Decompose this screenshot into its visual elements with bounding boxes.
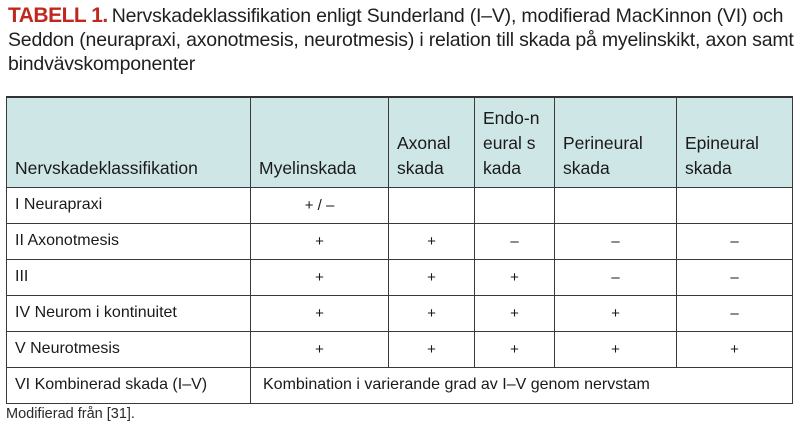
row-label: VI Kombinerad skada (I–V) — [7, 367, 251, 403]
cell-myelin: + — [251, 223, 389, 259]
cell-perineural: – — [555, 223, 677, 259]
row-label: V Neurotmesis — [7, 331, 251, 367]
cell-perineural: – — [555, 259, 677, 295]
table-footnote: Modifierad från [31]. — [6, 406, 135, 422]
header-epineural-text: Epineural skada — [685, 132, 759, 178]
cell-epineural: – — [677, 295, 793, 331]
cell-axonal: + — [389, 259, 475, 295]
row-label: IV Neurom i kontinuitet — [7, 295, 251, 331]
cell-perineural — [555, 187, 677, 223]
row-label: II Axonotmesis — [7, 223, 251, 259]
merged-description-cell: Kombination i varierande grad av I–V genom nervstam — [251, 367, 793, 403]
cell-epineural — [677, 187, 793, 223]
header-axonal — [389, 97, 475, 187]
cell-epineural: + — [677, 331, 793, 367]
table-row — [7, 187, 793, 223]
header-perineural-text: Perineural skada — [563, 132, 643, 178]
cell-endoneural — [475, 187, 555, 223]
nerve-injury-classification-table — [6, 96, 793, 404]
cell-perineural: + — [555, 331, 677, 367]
cell-epineural: – — [677, 223, 793, 259]
cell-endoneural: + — [475, 295, 555, 331]
table-header-row — [7, 97, 793, 187]
cell-myelin: + — [251, 331, 389, 367]
table-row — [7, 259, 793, 295]
cell-axonal — [389, 187, 475, 223]
cell-axonal: + — [389, 295, 475, 331]
table-row — [7, 223, 793, 259]
header-classification: Nervskadeklassifikation — [7, 97, 251, 187]
classification-table-wrapper — [6, 96, 792, 403]
cell-epineural: – — [677, 259, 793, 295]
cell-endoneural: – — [475, 223, 555, 259]
cell-perineural: + — [555, 295, 677, 331]
table-row-combined — [7, 367, 793, 403]
caption-label: TABELL 1. — [8, 4, 108, 27]
row-label: III — [7, 259, 251, 295]
cell-axonal: + — [389, 331, 475, 367]
cell-myelin: + / – — [251, 187, 389, 223]
cell-endoneural: + — [475, 331, 555, 367]
cell-endoneural: + — [475, 259, 555, 295]
header-myelin: Myelinskada — [251, 97, 389, 187]
cell-axonal: + — [389, 223, 475, 259]
caption-text: Nervskadeklassifikation enligt Sunderland (I–V), modifierad MacKinnon (VI) och Seddon (neurapraxi, axonotmesis, neurotmesis) i relation till skada på myelinskikt, axon samt bindvävskomponenter — [8, 5, 794, 75]
header-endoneural — [475, 97, 555, 187]
header-axonal-text: Axonal skada — [397, 132, 451, 178]
table-caption — [8, 4, 794, 76]
row-label: I Neurapraxi — [7, 187, 251, 223]
table-row — [7, 295, 793, 331]
cell-myelin: + — [251, 295, 389, 331]
cell-myelin: + — [251, 259, 389, 295]
table-row — [7, 331, 793, 367]
header-perineural — [555, 97, 677, 187]
header-endoneural-text: Endo-neural skada — [483, 107, 540, 178]
header-epineural — [677, 97, 793, 187]
